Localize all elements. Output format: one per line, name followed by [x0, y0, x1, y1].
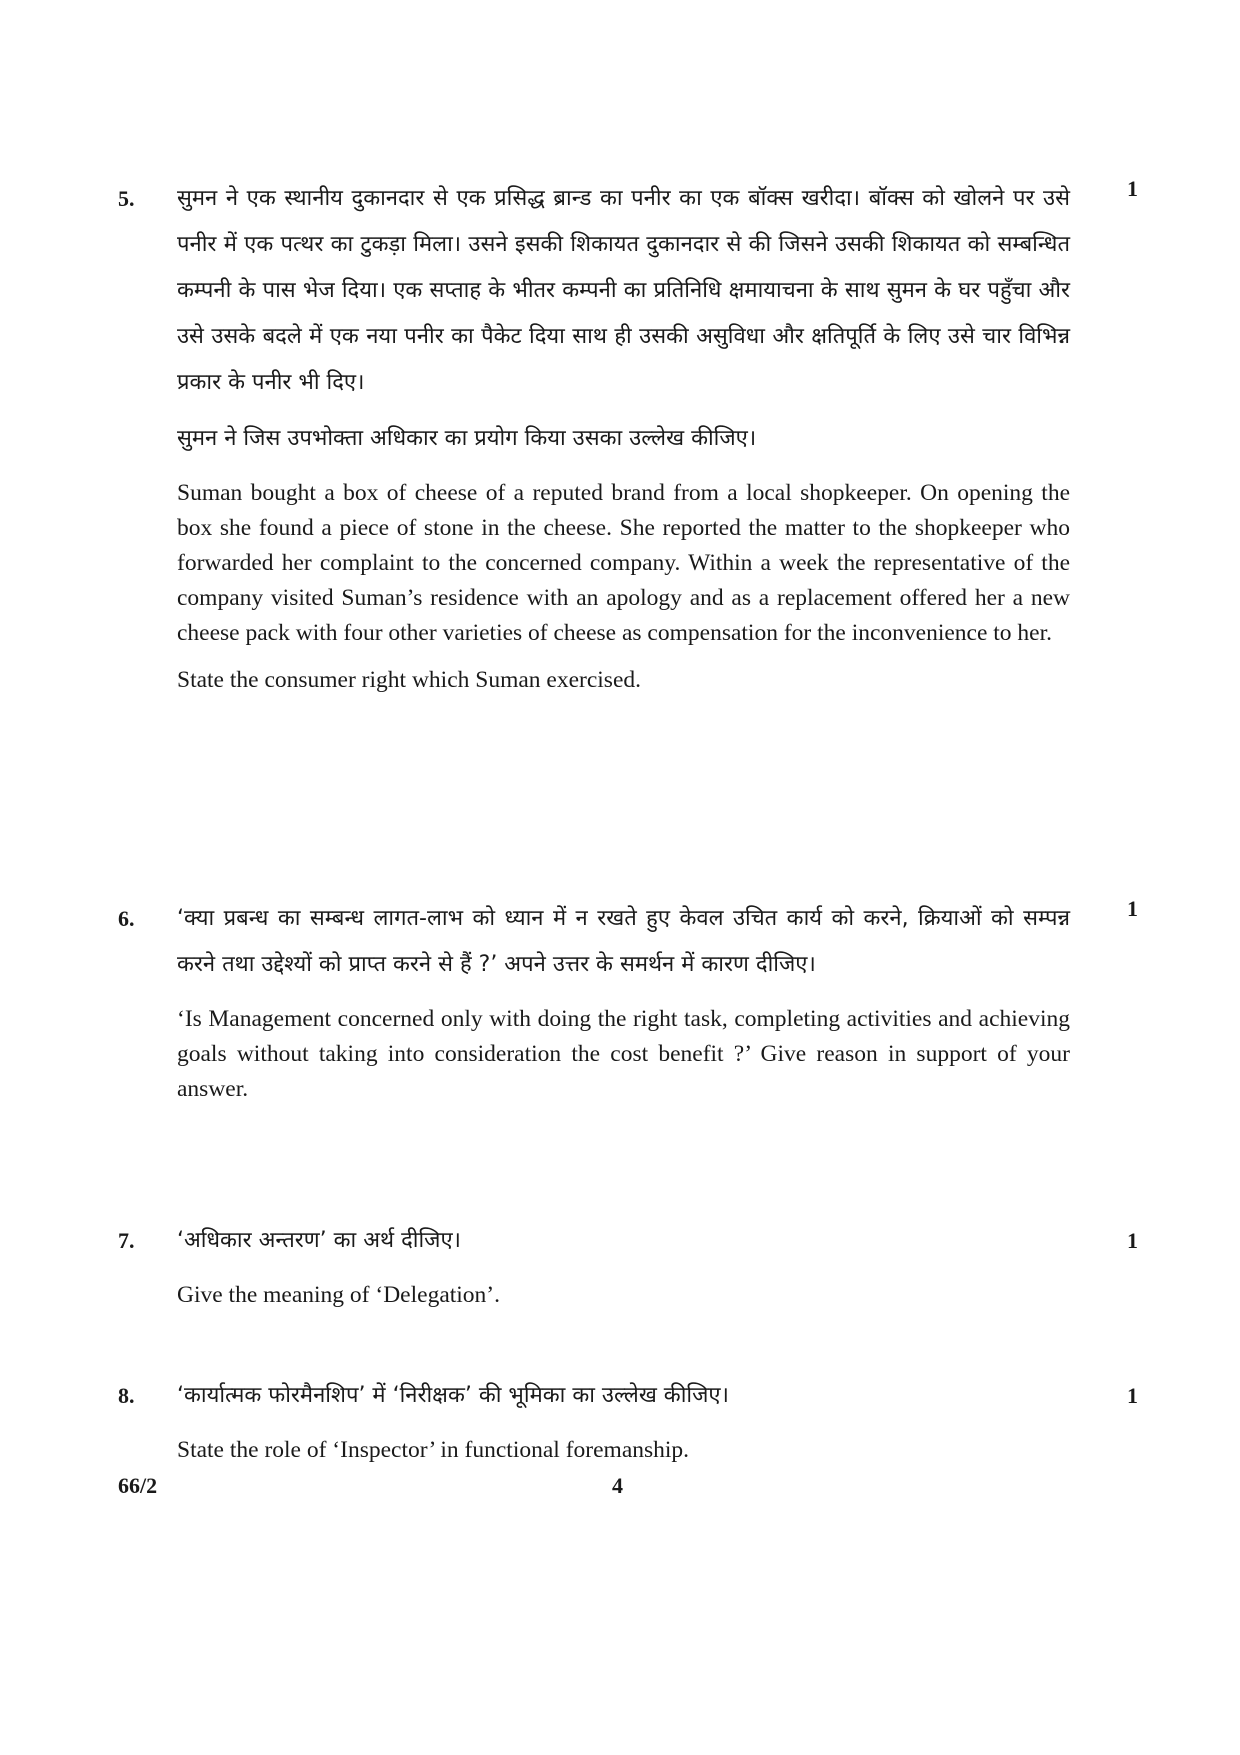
english-passage: ‘Is Management concerned only with doing the right task, completing activities and achieving goals without taking into consideration the cost benefit ?’ Give reason in support of your answer.	[177, 1006, 1070, 1102]
hindi-passage: ‘क्या प्रबन्ध का सम्बन्ध लागत-लाभ को ध्यान में न रखते हुए केवल उचित कार्य को करने, क्रियाओं को सम्पन्न करने तथा उद्देश्यों को प्राप्त करने से हैं ?’ अपने उत्तर के समर्थन में कारण दीजिए।	[177, 906, 1070, 977]
hindi-passage: ‘अधिकार अन्तरण’ का अर्थ दीजिए।	[177, 1228, 461, 1253]
english-passage: State the role of ‘Inspector’ in functional foremanship.	[177, 1437, 690, 1463]
question-body	[177, 896, 1070, 1107]
question-8	[118, 1373, 1138, 1468]
question-6	[118, 896, 1138, 1107]
question-5	[118, 176, 1138, 698]
question-7	[118, 1218, 1138, 1313]
question-body	[177, 1218, 1070, 1313]
question-marks: 1	[1127, 896, 1138, 921]
question-marks: 1	[1127, 176, 1138, 201]
page-number: 4	[612, 1473, 623, 1498]
paper-code: 66/2	[118, 1473, 158, 1498]
question-number: 5.	[118, 186, 135, 211]
english-passage: Give the meaning of ‘Delegation’.	[177, 1282, 501, 1308]
hindi-passage: सुमन ने एक स्थानीय दुकानदार से एक प्रसिद्ध ब्रान्ड का पनीर का एक बॉक्स खरीदा। बॉक्स को खोलने पर उसे पनीर में एक पत्थर का टुकड़ा मिला। उसने इसकी शिकायत दुकानदार से की जिसने उसकी शिकायत को सम्बन्धित कम्पनी के पास भेज दिया। एक सप्ताह के भीतर कम्पनी का प्रतिनिधि क्षमायाचना के साथ सुमन के घर पहुँचा और उसे उसके बदले में एक नया पनीर का पैकेट दिया साथ ही उसकी असुविधा और क्षतिपूर्ति के लिए उसे चार विभिन्न प्रकार के पनीर भी दिए।	[177, 186, 1070, 395]
question-body	[177, 176, 1070, 698]
question-number: 6.	[118, 906, 135, 931]
question-number: 7.	[118, 1228, 135, 1253]
hindi-passage: ‘कार्यात्मक फोरमैनशिप’ में ‘निरीक्षक’ की भूमिका का उल्लेख कीजिए।	[177, 1383, 729, 1408]
question-body	[177, 1373, 1070, 1468]
hindi-question: सुमन ने जिस उपभोक्ता अधिकार का प्रयोग किया उसका उल्लेख कीजिए।	[177, 426, 757, 451]
question-marks: 1	[1127, 1228, 1138, 1253]
english-question: State the consumer right which Suman exercised.	[177, 667, 641, 693]
question-marks: 1	[1127, 1383, 1138, 1408]
english-passage: Suman bought a box of cheese of a reputed brand from a local shopkeeper. On opening the box she found a piece of stone in the cheese. She reported the matter to the shopkeeper who forwarded her complaint to the concerned company. Within a week the representative of the company visited Suman’s residence with an apology and as a replacement offered her a new cheese pack with four other varieties of cheese as compensation for the inconvenience to her.	[177, 480, 1070, 646]
question-number: 8.	[118, 1383, 135, 1408]
